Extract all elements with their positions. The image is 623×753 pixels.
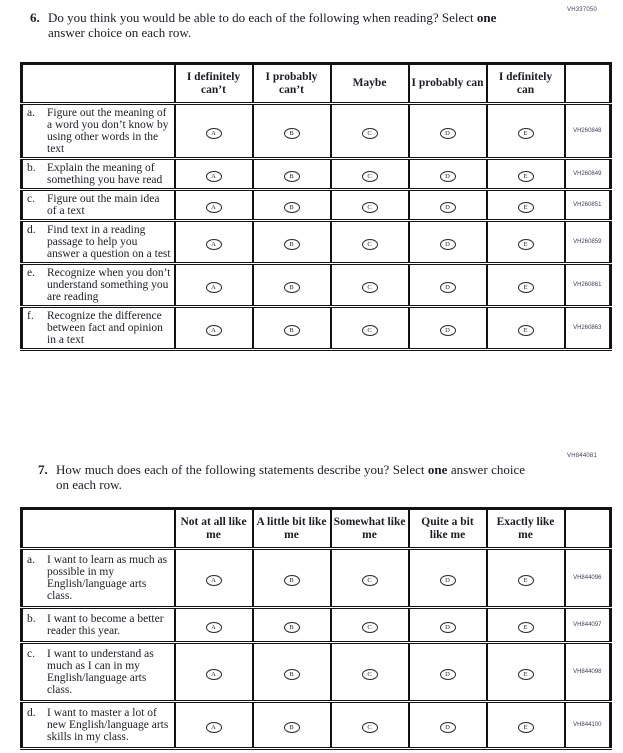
answer-cell	[331, 104, 409, 159]
answer-bubble-a[interactable]: A	[206, 128, 222, 139]
answer-bubble-d[interactable]: D	[440, 171, 456, 182]
row-statement	[27, 707, 172, 743]
row-code: VH844097	[565, 608, 611, 643]
answer-bubble-c[interactable]: C	[362, 575, 378, 586]
answer-bubble-c[interactable]: C	[362, 171, 378, 182]
row-text: Figure out the meaning of a word you don’t know by using other words in the text	[47, 107, 169, 155]
answer-bubble-b[interactable]: B	[284, 622, 300, 633]
answer-bubble-a[interactable]: A	[206, 325, 222, 336]
answer-cell	[409, 307, 487, 350]
column-header: I probably can’t	[253, 64, 331, 104]
row-text: Recognize when you don’t understand something you are reading	[47, 267, 171, 303]
answer-bubble-c[interactable]: C	[362, 325, 378, 336]
answer-cell	[253, 190, 331, 221]
answer-bubble-b[interactable]: B	[284, 128, 300, 139]
row-statement	[27, 310, 172, 346]
answer-cell	[331, 702, 409, 749]
row-statement	[27, 193, 172, 217]
row-code: VH260859	[565, 221, 611, 264]
prompt-text: answer choice on each row.	[56, 462, 526, 492]
answer-bubble-e[interactable]: E	[518, 202, 534, 213]
answer-cell	[331, 221, 409, 264]
answer-bubble-d[interactable]: D	[440, 282, 456, 293]
answer-bubble-d[interactable]: D	[440, 575, 456, 586]
question-prompt	[56, 462, 525, 492]
answer-bubble-d[interactable]: D	[440, 325, 456, 336]
question-6-header	[30, 10, 535, 40]
answer-cell	[487, 104, 565, 159]
header-row	[22, 64, 611, 104]
row-statement-cell	[22, 307, 175, 350]
question-6-code: VH337050	[567, 7, 597, 13]
row-statement-cell	[22, 643, 175, 702]
question-6-response-table	[20, 62, 612, 351]
answer-bubble-b[interactable]: B	[284, 669, 300, 680]
prompt-text: How much does each of the following statements describe you? Select	[56, 462, 425, 477]
corner-cell	[22, 509, 175, 549]
answer-bubble-c[interactable]: C	[362, 622, 378, 633]
row-text: Find text in a reading passage to help you answer a question on a test	[47, 224, 171, 260]
row-statement	[27, 107, 172, 155]
row-statement-cell	[22, 159, 175, 190]
answer-cell	[409, 702, 487, 749]
answer-bubble-a[interactable]: A	[206, 669, 222, 680]
answer-cell	[175, 104, 253, 159]
prompt-text: answer choice on each row.	[48, 25, 192, 40]
answer-bubble-b[interactable]: B	[284, 722, 300, 733]
answer-cell	[331, 608, 409, 643]
answer-bubble-d[interactable]: D	[440, 669, 456, 680]
answer-cell	[175, 264, 253, 307]
row-letter: c.	[27, 193, 35, 205]
row-text: I want to understand as much as I can in my English/language arts class.	[47, 648, 154, 696]
question-7-code: VH844081	[567, 453, 597, 459]
answer-cell	[253, 159, 331, 190]
answer-bubble-b[interactable]: B	[284, 202, 300, 213]
table-row	[22, 264, 611, 307]
answer-cell	[175, 608, 253, 643]
answer-bubble-b[interactable]: B	[284, 282, 300, 293]
answer-bubble-c[interactable]: C	[362, 128, 378, 139]
answer-bubble-c[interactable]: C	[362, 722, 378, 733]
answer-cell	[331, 159, 409, 190]
row-statement	[27, 648, 172, 696]
row-letter: b.	[27, 162, 36, 174]
answer-bubble-e[interactable]: E	[518, 282, 534, 293]
column-header: I definitely can’t	[175, 64, 253, 104]
row-statement	[27, 613, 172, 637]
column-header: I definitely can	[487, 64, 565, 104]
answer-bubble-e[interactable]: E	[518, 722, 534, 733]
row-statement-cell	[22, 549, 175, 608]
answer-cell	[487, 264, 565, 307]
column-header: I probably can	[409, 64, 487, 104]
row-statement-cell	[22, 221, 175, 264]
answer-cell	[487, 159, 565, 190]
answer-bubble-e[interactable]: E	[518, 128, 534, 139]
answer-bubble-d[interactable]: D	[440, 622, 456, 633]
answer-bubble-a[interactable]: A	[206, 622, 222, 633]
answer-bubble-e[interactable]: E	[518, 575, 534, 586]
question-7-header	[38, 462, 525, 492]
corner-cell	[22, 64, 175, 104]
row-code: VH844096	[565, 549, 611, 608]
answer-cell	[487, 702, 565, 749]
column-header: Somewhat like me	[331, 509, 409, 549]
row-code: VH260848	[565, 104, 611, 159]
answer-bubble-a[interactable]: A	[206, 575, 222, 586]
answer-bubble-e[interactable]: E	[518, 239, 534, 250]
row-letter: e.	[27, 267, 35, 279]
answer-bubble-c[interactable]: C	[362, 202, 378, 213]
answer-cell	[409, 608, 487, 643]
answer-cell	[409, 549, 487, 608]
column-header: Not at all like me	[175, 509, 253, 549]
answer-bubble-b[interactable]: B	[284, 171, 300, 182]
row-statement	[27, 162, 172, 186]
answer-cell	[409, 159, 487, 190]
answer-bubble-b[interactable]: B	[284, 575, 300, 586]
answer-bubble-a[interactable]: A	[206, 239, 222, 250]
answer-cell	[253, 264, 331, 307]
answer-cell	[487, 190, 565, 221]
header-row	[22, 509, 611, 549]
row-statement	[27, 224, 172, 260]
answer-bubble-d[interactable]: D	[440, 202, 456, 213]
answer-cell	[331, 549, 409, 608]
question-prompt	[48, 10, 535, 40]
answer-bubble-a[interactable]: A	[206, 722, 222, 733]
answer-cell	[331, 190, 409, 221]
row-statement-cell	[22, 104, 175, 159]
answer-bubble-b[interactable]: B	[284, 325, 300, 336]
answer-bubble-b[interactable]: B	[284, 239, 300, 250]
answer-cell	[487, 221, 565, 264]
answer-cell	[409, 221, 487, 264]
answer-cell	[175, 702, 253, 749]
answer-cell	[331, 307, 409, 350]
answer-cell	[253, 643, 331, 702]
row-code: VH844100	[565, 702, 611, 749]
answer-bubble-a[interactable]: A	[206, 171, 222, 182]
answer-cell	[253, 221, 331, 264]
table-row	[22, 608, 611, 643]
row-text: Recognize the difference between fact and opinion in a text	[47, 310, 163, 346]
row-statement-cell	[22, 702, 175, 749]
answer-cell	[409, 190, 487, 221]
answer-cell	[253, 307, 331, 350]
table-row	[22, 221, 611, 264]
row-statement-cell	[22, 190, 175, 221]
answer-cell	[253, 608, 331, 643]
table-row	[22, 307, 611, 350]
column-header: Exactly like me	[487, 509, 565, 549]
row-letter: f.	[27, 310, 34, 322]
row-letter: d.	[27, 224, 36, 236]
question-number: 6.	[30, 10, 40, 25]
answer-cell	[487, 307, 565, 350]
answer-bubble-c[interactable]: C	[362, 669, 378, 680]
answer-bubble-d[interactable]: D	[440, 128, 456, 139]
row-text: Explain the meaning of something you have read	[47, 162, 163, 186]
row-text: Figure out the main idea of a text	[47, 193, 160, 217]
row-statement	[27, 267, 172, 303]
column-header: Maybe	[331, 64, 409, 104]
row-statement-cell	[22, 608, 175, 643]
answer-cell	[409, 264, 487, 307]
question-number: 7.	[38, 462, 48, 477]
answer-cell	[175, 549, 253, 608]
row-code: VH260863	[565, 307, 611, 350]
column-header: Quite a bit like me	[409, 509, 487, 549]
answer-cell	[487, 608, 565, 643]
table-row	[22, 702, 611, 749]
answer-cell	[253, 104, 331, 159]
code-column-header	[565, 64, 611, 104]
answer-cell	[175, 190, 253, 221]
row-letter: b.	[27, 613, 36, 625]
row-text: I want to learn as much as possible in my English/language arts class.	[47, 554, 168, 602]
answer-cell	[253, 549, 331, 608]
answer-cell	[331, 264, 409, 307]
row-statement-cell	[22, 264, 175, 307]
answer-bubble-e[interactable]: E	[518, 325, 534, 336]
answer-bubble-c[interactable]: C	[362, 282, 378, 293]
answer-cell	[409, 104, 487, 159]
answer-cell	[175, 307, 253, 350]
row-text: I want to master a lot of new English/language arts skills in my class.	[47, 707, 169, 743]
prompt-bold-word: one	[476, 10, 497, 25]
row-statement	[27, 554, 172, 602]
answer-bubble-d[interactable]: D	[440, 722, 456, 733]
answer-bubble-e[interactable]: E	[518, 171, 534, 182]
table-row	[22, 159, 611, 190]
row-code: VH844098	[565, 643, 611, 702]
answer-cell	[331, 643, 409, 702]
row-code: VH260849	[565, 159, 611, 190]
table-row	[22, 190, 611, 221]
answer-cell	[253, 702, 331, 749]
answer-bubble-a[interactable]: A	[206, 202, 222, 213]
row-code: VH260851	[565, 190, 611, 221]
row-letter: d.	[27, 707, 36, 719]
prompt-bold-word: one	[427, 462, 448, 477]
code-column-header	[565, 509, 611, 549]
table-row	[22, 104, 611, 159]
row-code: VH260861	[565, 264, 611, 307]
answer-cell	[175, 159, 253, 190]
answer-bubble-d[interactable]: D	[440, 239, 456, 250]
row-letter: a.	[27, 107, 35, 119]
table-row	[22, 549, 611, 608]
question-7-response-table	[20, 507, 612, 750]
answer-bubble-c[interactable]: C	[362, 239, 378, 250]
row-text: I want to become a better reader this year.	[47, 613, 164, 637]
table-row	[22, 643, 611, 702]
answer-cell	[175, 221, 253, 264]
answer-cell	[487, 549, 565, 608]
row-letter: a.	[27, 554, 35, 566]
answer-cell	[409, 643, 487, 702]
row-letter: c.	[27, 648, 35, 660]
column-header: A little bit like me	[253, 509, 331, 549]
answer-cell	[175, 643, 253, 702]
prompt-text: Do you think you would be able to do each of the following when reading? Select	[48, 10, 474, 25]
answer-bubble-e[interactable]: E	[518, 622, 534, 633]
answer-cell	[487, 643, 565, 702]
answer-bubble-e[interactable]: E	[518, 669, 534, 680]
answer-bubble-a[interactable]: A	[206, 282, 222, 293]
